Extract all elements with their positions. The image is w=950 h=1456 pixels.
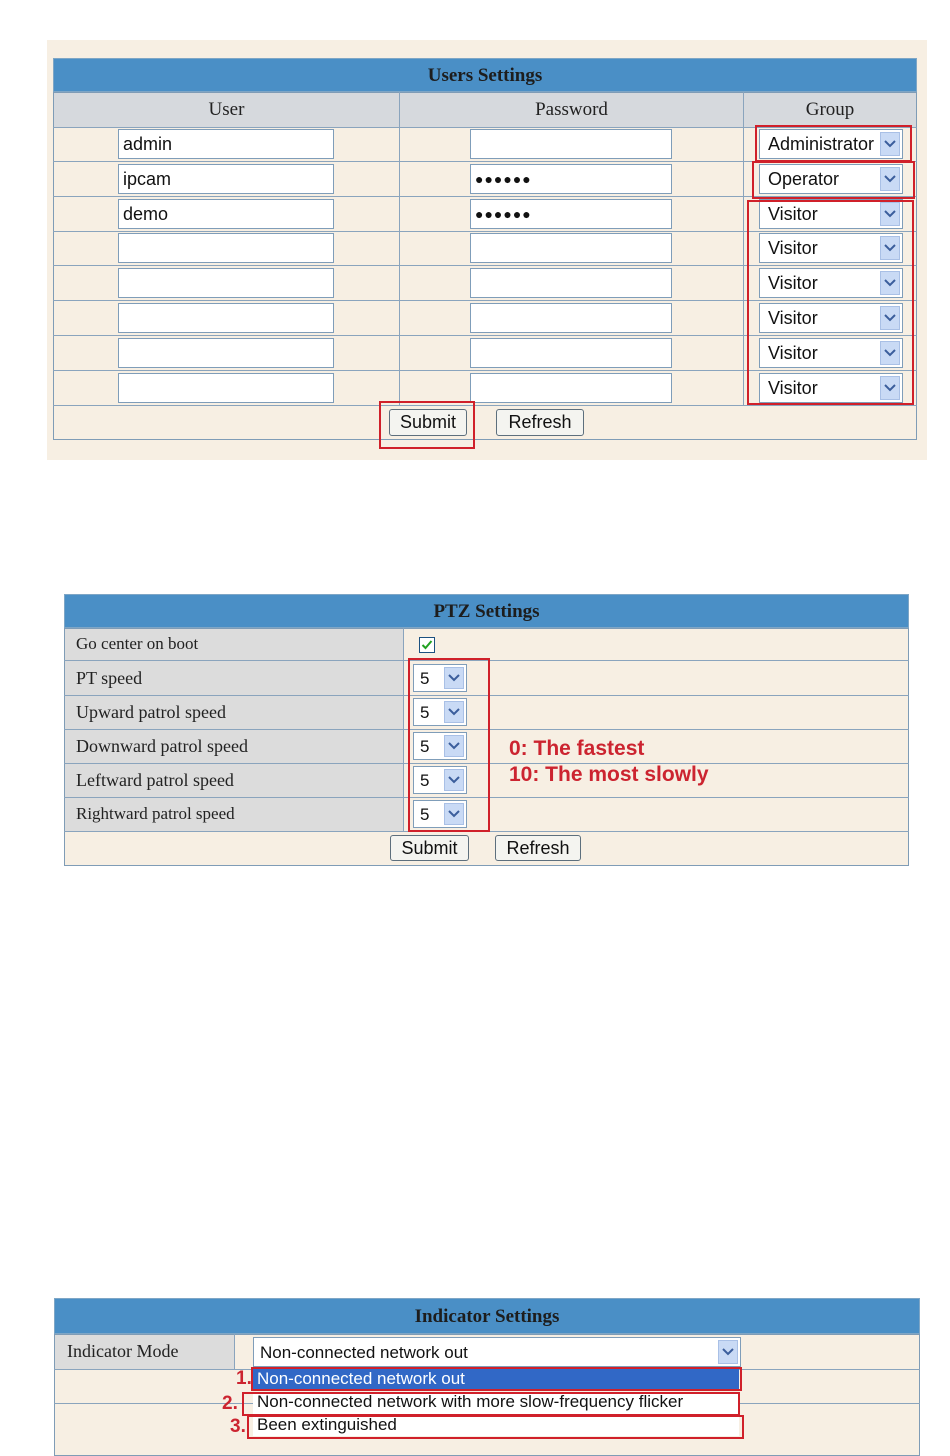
select-value: 5 <box>420 771 430 790</box>
label-leftward-patrol-speed: Leftward patrol speed <box>76 770 234 790</box>
chevron-down-icon[interactable] <box>718 1340 738 1364</box>
ptz-settings-title: PTZ Settings <box>64 594 909 628</box>
select-value: 5 <box>420 703 430 722</box>
password-input-row-7[interactable] <box>470 338 672 368</box>
column-header-group: Group <box>744 93 916 127</box>
column-divider <box>743 92 744 405</box>
password-input-row-3[interactable]: ●●●●●● <box>470 199 672 229</box>
checkmark-icon <box>420 638 434 652</box>
user-input-row-7[interactable] <box>118 338 334 368</box>
option-number-2: 2. <box>222 1393 238 1414</box>
user-input-row-5[interactable] <box>118 268 334 298</box>
highlight-speed-selects <box>408 658 490 832</box>
group-select-value: Visitor <box>768 273 818 293</box>
label-rightward-patrol-speed: Rightward patrol speed <box>76 804 235 823</box>
group-select-value: Administrator <box>768 134 875 154</box>
group-select-value: Visitor <box>768 343 818 363</box>
password-input-row-8[interactable] <box>470 373 672 403</box>
select-value: 5 <box>420 669 430 688</box>
indicator-mode-select[interactable] <box>253 1337 741 1367</box>
go-center-on-boot-checkbox[interactable] <box>419 637 435 653</box>
user-input-row-3[interactable]: demo <box>118 199 334 229</box>
user-input-row-2[interactable]: ipcam <box>118 164 334 194</box>
password-input-row-5[interactable] <box>470 268 672 298</box>
ptz-submit-button[interactable]: Submit <box>390 835 469 861</box>
option-number-1: 1. <box>236 1368 252 1389</box>
user-input-row-8[interactable] <box>118 373 334 403</box>
label-upward-patrol-speed: Upward patrol speed <box>76 702 226 722</box>
note-fastest: 0: The fastest <box>509 737 645 760</box>
user-input-row-4[interactable] <box>118 233 334 263</box>
option-number-3: 3. <box>230 1416 246 1437</box>
column-divider <box>399 92 400 405</box>
note-slowest: 10: The most slowly <box>509 763 709 786</box>
highlight-administrator <box>755 125 912 162</box>
select-value: 5 <box>420 737 430 756</box>
label-indicator-mode: Indicator Mode <box>67 1341 179 1361</box>
highlight-option-3 <box>247 1415 744 1439</box>
password-input-row-1[interactable] <box>470 129 672 159</box>
label-downward-patrol-speed: Downward patrol speed <box>76 736 248 756</box>
indicator-option-2[interactable]: Non-connected network with more slow-frequency flicker <box>253 1392 739 1414</box>
highlight-operator <box>752 161 915 199</box>
password-input-row-4[interactable] <box>470 233 672 263</box>
user-input-row-6[interactable] <box>118 303 334 333</box>
column-header-user: User <box>54 93 399 127</box>
indicator-settings-title: Indicator Settings <box>54 1298 920 1334</box>
users-refresh-button[interactable]: Refresh <box>496 409 584 436</box>
users-settings-title: Users Settings <box>53 58 917 92</box>
highlight-option-1 <box>251 1367 742 1391</box>
group-select-value: Operator <box>768 169 840 189</box>
group-select-value: Visitor <box>768 238 818 258</box>
column-header-password: Password <box>400 93 743 127</box>
select-value: 5 <box>420 805 430 824</box>
highlight-option-2 <box>242 1392 740 1416</box>
highlight-submit <box>379 401 475 449</box>
column-divider <box>234 1334 235 1369</box>
ptz-refresh-button[interactable]: Refresh <box>495 835 581 861</box>
highlight-visitor-group <box>747 200 914 405</box>
label-pt-speed: PT speed <box>76 668 143 688</box>
users-submit-button[interactable]: Submit <box>389 409 467 436</box>
indicator-option-1[interactable]: Non-connected network out <box>253 1369 739 1391</box>
row-divider <box>53 405 917 406</box>
group-select-value: Visitor <box>768 378 818 398</box>
group-select-value: Visitor <box>768 204 818 224</box>
select-value: Non-connected network out <box>260 1343 468 1362</box>
group-select-value: Visitor <box>768 308 818 328</box>
password-input-row-6[interactable] <box>470 303 672 333</box>
label-go-center-on-boot: Go center on boot <box>76 634 199 653</box>
password-input-row-2[interactable]: ●●●●●● <box>470 164 672 194</box>
indicator-option-3[interactable]: Been extinguished <box>253 1415 739 1436</box>
user-input-row-1[interactable]: admin <box>118 129 334 159</box>
